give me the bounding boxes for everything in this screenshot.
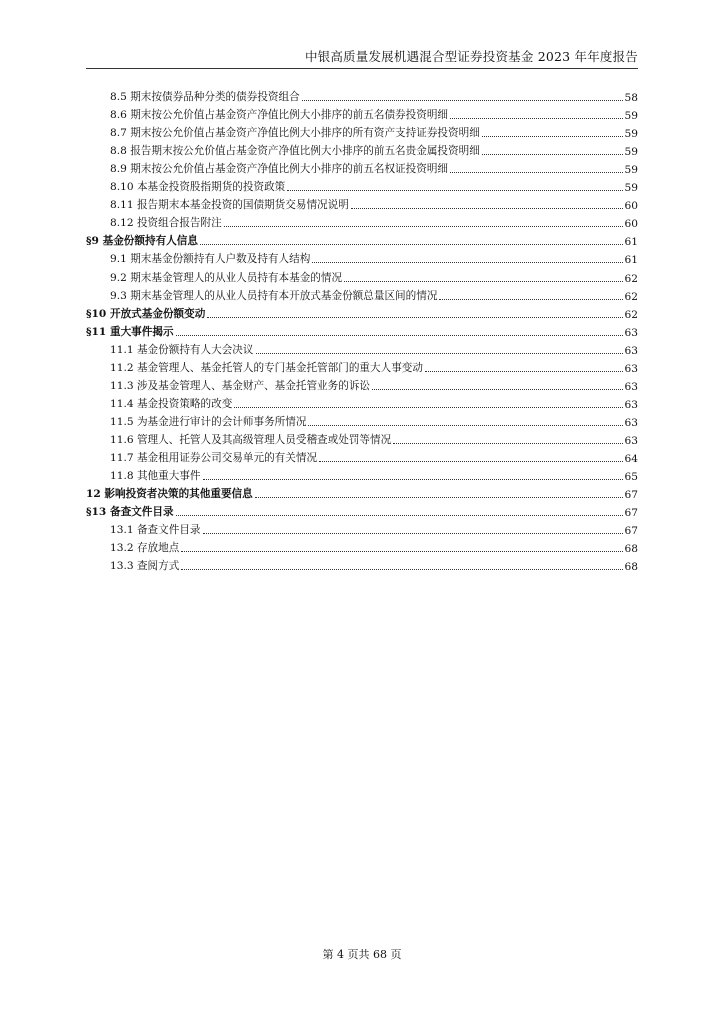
toc-section-entry[interactable] (86, 230, 638, 248)
toc-page-number: 59 (624, 110, 638, 123)
toc-dot-leader (308, 425, 622, 426)
toc-subsection-entry[interactable] (86, 140, 638, 158)
toc-page-number: 65 (624, 471, 638, 484)
report-title: 中银高质量发展机遇混合型证券投资基金 2023 年年度报告 (304, 49, 638, 64)
toc-entry-label: 8.8 报告期末按公允价值占基金资产净值比例大小排序的前五名贵金属投资明细 (110, 145, 480, 158)
toc-page-number: 62 (624, 308, 638, 321)
toc-page-number: 68 (624, 561, 638, 574)
toc-dot-leader (200, 244, 623, 245)
toc-entry-label: 8.6 期末按公允价值占基金资产净值比例大小排序的前五名债券投资明细 (110, 109, 449, 122)
page-header (86, 46, 638, 69)
toc-entry-label: 11.1 基金份额持有人大会决议 (110, 343, 254, 356)
toc-entry-label: 13.3 查阅方式 (110, 560, 180, 573)
toc-page-number: 67 (624, 507, 638, 520)
toc-entry-label: 9.2 期末基金管理人的从业人员持有本基金的情况 (110, 271, 343, 284)
toc-subsection-entry[interactable] (86, 411, 638, 429)
toc-subsection-entry[interactable] (86, 194, 638, 212)
toc-dot-leader (351, 208, 623, 209)
toc-page-number: 63 (624, 434, 638, 447)
toc-entry-label: 8.12 投资组合报告附注 (110, 217, 222, 230)
toc-dot-leader (234, 407, 622, 408)
toc-page-number: 59 (624, 146, 638, 159)
toc-entry-label: §11 重大事件揭示 (86, 325, 174, 338)
toc-page-number: 61 (624, 254, 638, 267)
toc-subsection-entry[interactable] (86, 465, 638, 483)
toc-entry-label: §13 备查文件目录 (86, 506, 174, 519)
toc-dot-leader (450, 172, 622, 173)
toc-dot-leader (203, 533, 623, 534)
toc-page-number: 59 (624, 128, 638, 141)
toc-entry-label: 11.8 其他重大事件 (110, 470, 201, 483)
toc-subsection-entry[interactable] (86, 86, 638, 104)
toc-page-number: 59 (624, 182, 638, 195)
toc-page-number: 63 (624, 344, 638, 357)
toc-dot-leader (393, 443, 622, 444)
toc-page-number: 63 (624, 416, 638, 429)
toc-entry-label: 11.4 基金投资策略的改变 (110, 397, 233, 410)
toc-page-number: 58 (624, 92, 638, 105)
toc-entry-label: 11.5 为基金进行审计的会计师事务所情况 (110, 415, 307, 428)
toc-entry-label: 11.6 管理人、托管人及其高级管理人员受稽查或处罚等情况 (110, 433, 392, 446)
toc-entry-label: 13.1 备查文件目录 (110, 524, 201, 537)
toc-page-number: 68 (624, 543, 638, 556)
toc-page-number: 63 (624, 362, 638, 375)
toc-section-entry[interactable] (86, 501, 638, 519)
toc-page-number: 67 (624, 489, 638, 502)
toc-subsection-entry[interactable] (86, 248, 638, 266)
toc-entry-label: 8.9 期末按公允价值占基金资产净值比例大小排序的前五名权证投资明细 (110, 163, 449, 176)
toc-subsection-entry[interactable] (86, 429, 638, 447)
toc-dot-leader (302, 100, 623, 101)
toc-page-number: 62 (624, 272, 638, 285)
toc-dot-leader (482, 136, 623, 137)
toc-dot-leader (319, 461, 622, 462)
toc-page-number: 62 (624, 290, 638, 303)
toc-dot-leader (176, 335, 623, 336)
toc-dot-leader (181, 569, 622, 570)
toc-entry-label: §9 基金份额持有人信息 (86, 235, 198, 248)
toc-dot-leader (482, 154, 623, 155)
toc-subsection-entry[interactable] (86, 104, 638, 122)
toc-page-number: 59 (624, 164, 638, 177)
toc-dot-leader (256, 353, 623, 354)
toc-entry-label: 8.5 期末按债券品种分类的债券投资组合 (110, 91, 300, 104)
toc-subsection-entry[interactable] (86, 158, 638, 176)
page-footer (0, 946, 724, 962)
toc-dot-leader (255, 497, 623, 498)
toc-dot-leader (224, 226, 623, 227)
toc-page-number: 63 (624, 326, 638, 339)
toc-page-number: 60 (624, 218, 638, 231)
toc-subsection-entry[interactable] (86, 375, 638, 393)
toc-section-entry[interactable] (86, 483, 638, 501)
toc-dot-leader (203, 479, 623, 480)
toc-subsection-entry[interactable] (86, 537, 638, 555)
toc-entry-label: 13.2 存放地点 (110, 542, 180, 555)
toc-entry-label: 12 影响投资者决策的其他重要信息 (86, 488, 253, 501)
toc-dot-leader (439, 299, 622, 300)
toc-page-number: 61 (624, 236, 638, 249)
toc-subsection-entry[interactable] (86, 266, 638, 284)
page-indicator: 第 4 页共 68 页 (322, 948, 402, 961)
toc-subsection-entry[interactable] (86, 122, 638, 140)
toc-subsection-entry[interactable] (86, 212, 638, 230)
toc-dot-leader (287, 190, 622, 191)
table-of-contents (86, 86, 638, 573)
toc-entry-label: 8.10 本基金投资股指期货的投资政策 (110, 181, 286, 194)
toc-subsection-entry[interactable] (86, 176, 638, 194)
toc-dot-leader (450, 118, 622, 119)
toc-section-entry[interactable] (86, 321, 638, 339)
toc-page-number: 60 (624, 200, 638, 213)
toc-entry-label: 9.1 期末基金份额持有人户数及持有人结构 (110, 253, 311, 266)
toc-dot-leader (176, 515, 623, 516)
toc-entry-label: §10 开放式基金份额变动 (86, 307, 206, 320)
toc-page-number: 64 (624, 452, 638, 465)
toc-dot-leader (372, 389, 623, 390)
toc-entry-label: 11.2 基金管理人、基金托管人的专门基金托管部门的重大人事变动 (110, 361, 423, 374)
toc-entry-label: 11.3 涉及基金管理人、基金财产、基金托管业务的诉讼 (110, 379, 371, 392)
toc-subsection-entry[interactable] (86, 555, 638, 573)
toc-entry-label: 9.3 期末基金管理人的从业人员持有本开放式基金份额总量区间的情况 (110, 289, 438, 302)
toc-entry-label: 8.7 期末按公允价值占基金资产净值比例大小排序的所有资产支持证券投资明细 (110, 127, 480, 140)
toc-dot-leader (312, 262, 622, 263)
toc-subsection-entry[interactable] (86, 285, 638, 303)
toc-subsection-entry[interactable] (86, 357, 638, 375)
toc-entry-label: 8.11 报告期末本基金投资的国债期货交易情况说明 (110, 199, 349, 212)
toc-dot-leader (344, 281, 622, 282)
toc-subsection-entry[interactable] (86, 447, 638, 465)
toc-dot-leader (207, 317, 622, 318)
toc-dot-leader (425, 371, 623, 372)
toc-dot-leader (181, 551, 622, 552)
toc-entry-label: 11.7 基金租用证券公司交易单元的有关情况 (110, 451, 318, 464)
toc-subsection-entry[interactable] (86, 393, 638, 411)
toc-page-number: 63 (624, 380, 638, 393)
toc-subsection-entry[interactable] (86, 519, 638, 537)
toc-subsection-entry[interactable] (86, 339, 638, 357)
toc-page-number: 63 (624, 398, 638, 411)
toc-section-entry[interactable] (86, 303, 638, 321)
toc-page-number: 67 (624, 525, 638, 538)
